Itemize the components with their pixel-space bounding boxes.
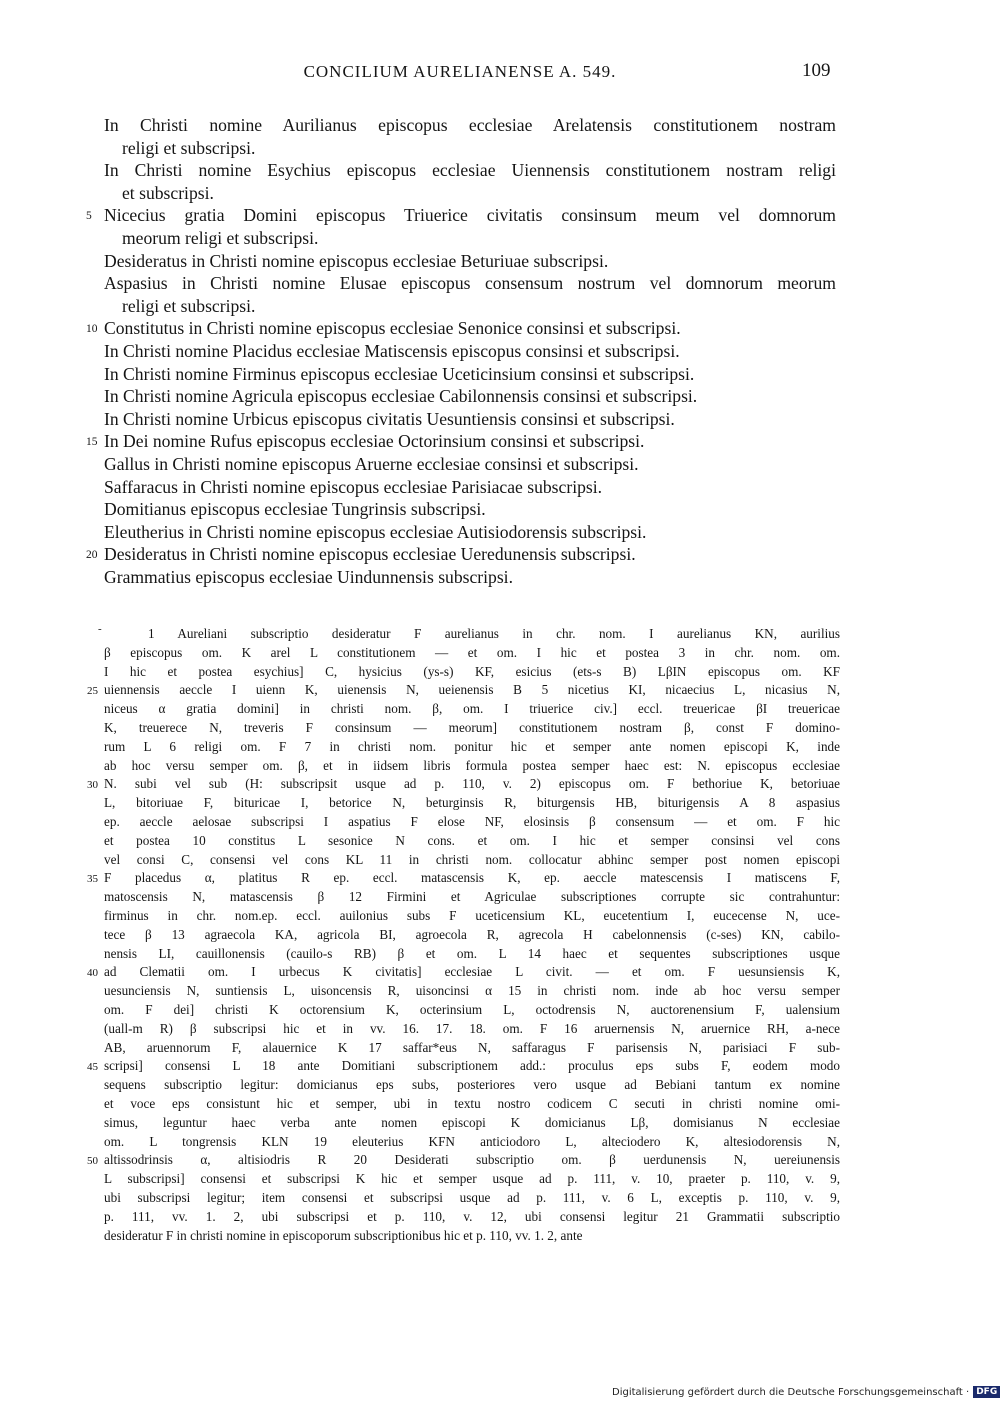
apparatus-line [104, 1095, 840, 1114]
text-line-text: In Dei nomine Rufus episcopus ecclesiae Octorinsium consinsi et subscripsi. [104, 431, 645, 452]
page-number: 109 [802, 60, 831, 81]
text-line [104, 114, 836, 137]
text-line [86, 204, 836, 227]
apparatus-line-text: vel consi C, consensi vel cons KL 11 in christi nom. collocatur abhinc semper post nomen episcopi [104, 851, 840, 867]
apparatus-line [104, 663, 840, 682]
apparatus-line-number: 40 [87, 967, 98, 980]
apparatus-line-number: 35 [87, 873, 98, 886]
apparatus-line-text: firminus in chr. nom.ep. eccl. auilonius subs F uceticensium KL, eucetentium I, eucecense N, uce- [104, 907, 840, 923]
text-line [104, 498, 836, 521]
apparatus-line-text: β episcopus om. K arel L constitutionem — et om. I hic et postea 3 in chr. nom. om. [104, 644, 840, 660]
text-line [104, 340, 836, 363]
footer-text: Digitalisierung gefördert durch die Deutsche Forschungsgemeinschaft · [612, 1387, 970, 1398]
apparatus-line [104, 1227, 840, 1246]
apparatus-line-text: desideratur F in christi nomine in episcoporum subscriptionibus hic et p. 110, vv. 1. 2, ante [104, 1227, 583, 1243]
apparatus-line [104, 700, 840, 719]
text-line-text: Eleutherius in Christi nomine episcopus ecclesiae Autisiodorensis subscripsi. [104, 521, 647, 542]
apparatus-line-text: AB, aruennorum F, alauernice K 17 saffar*eus N, saffaragus F parisensis N, parisiaci F sub- [104, 1039, 840, 1055]
apparatus-line-number: 25 [87, 685, 98, 698]
text-line [104, 295, 836, 318]
apparatus-line-text: I hic et postea esychius] C, hysicius (ys-s) KF, esicius (ets-s B) LβIN episcopus om. KF [104, 663, 840, 679]
main-text [86, 114, 836, 588]
apparatus-line [87, 963, 840, 982]
apparatus-line [104, 1020, 840, 1039]
apparatus-line-text: rum L 6 religi om. F 7 in christi nom. ponitur hic et semper ante nomen episcopi K, inde [104, 738, 840, 754]
text-line [104, 476, 836, 499]
apparatus-line-text: ab hoc versu semper om. β, et in iidsem libris formula postea semper haec est: N. episcopus ecclesiae [104, 757, 840, 773]
running-title [0, 62, 1000, 82]
apparatus-line [87, 775, 840, 794]
apparatus-line-text: et voce eps consistunt hic et semper, ubi in textu nostro codicem C secuti in christi nomine omi- [104, 1095, 840, 1111]
text-line-text: Constitutus in Christi nomine episcopus ecclesiae Senonice consinsi et subscripsi. [104, 318, 681, 339]
apparatus-line [104, 888, 840, 907]
text-line-text: In Christi nomine Agricula episcopus ecclesiae Cabilonnensis consinsi et subscripsi. [104, 386, 698, 407]
apparatus-line-number: 50 [87, 1155, 98, 1168]
text-line-text: Gallus in Christi nomine episcopus Aruerne ecclesiae consinsi et subscripsi. [104, 453, 639, 474]
running-title-text: CONCILIUM AURELIANENSE A. 549. [303, 62, 617, 81]
apparatus-line [104, 719, 840, 738]
apparatus-line-text: uiennensis aeccle I uienn K, uienensis N, ueienensis B 5 nicetius KI, nicaecius L, nicasius N, [104, 682, 840, 698]
line-number: 5 [86, 210, 92, 223]
text-line [104, 566, 836, 589]
text-line-text: In Christi nomine Esychius episcopus ecclesiae Uiennensis constitutionem nostram religi [104, 160, 836, 181]
text-line [104, 385, 836, 408]
apparatus-line [104, 926, 840, 945]
apparatus-line [104, 794, 840, 813]
text-line-text: Grammatius episcopus ecclesiae Uindunnensis subscripsi. [104, 566, 513, 587]
apparatus-line [104, 813, 840, 832]
text-line-text: Desideratus in Christi nomine episcopus ecclesiae Ueredunensis subscripsi. [104, 544, 636, 565]
apparatus-line [104, 1170, 840, 1189]
apparatus-line-text: altissodrinsis α, altisiodris R 20 Desiderati subscriptio om. β uerdunensis N, uereiunensis [104, 1152, 840, 1168]
apparatus-line [104, 851, 840, 870]
apparatus-line-number: 45 [87, 1061, 98, 1074]
apparatus-line-text: p. 111, vv. 1. 2, ubi subscripsi et p. 110, v. 12, ubi consensi legitur 21 Grammatii subscriptio [104, 1208, 840, 1224]
apparatus-line [87, 681, 840, 700]
apparatus-mark: - [98, 623, 102, 635]
apparatus-line-text: et postea 10 constitus L sesonice N cons. et om. I hic et semper consinsi vel cons [104, 832, 840, 848]
text-line [104, 182, 836, 205]
apparatus-line-text: om. L tongrensis KLN 19 eleuterius KFN anticiodoro L, alteciodero K, altesiodorensis N, [104, 1133, 840, 1149]
text-line-text: Desideratus in Christi nomine episcopus ecclesiae Beturiuae subscripsi. [104, 250, 609, 271]
text-line-text: In Christi nomine Firminus episcopus ecclesiae Uceticinsium consinsi et subscripsi. [104, 363, 695, 384]
apparatus-line [104, 1114, 840, 1133]
apparatus-line-text: tece β 13 agraecola KA, agricola BI, agroecola R, agrecola H cabelonnensis (c-ses) KN, cabilo- [104, 926, 840, 942]
apparatus-line [104, 738, 840, 757]
apparatus-line-text: ep. aeccle aelosae subscripsi I aspatius F elose NF, elosinsis β consensum — et om. F hic [104, 813, 840, 829]
apparatus-line-text: (uall-m R) β subscripsi hic et in vv. 16. 17. 18. om. F 16 aruernensis N, aruernice RH, a-nece [104, 1020, 840, 1036]
apparatus-line [104, 1001, 840, 1020]
text-line [104, 408, 836, 431]
line-number: 10 [86, 323, 98, 336]
text-line-text: et subscripsi. [122, 182, 214, 203]
apparatus-line-text: om. F dei] christi K octorensium K, octerinsium L, octodrensis N, auctorenensium F, ualensium [104, 1001, 840, 1017]
text-line [104, 159, 836, 182]
apparatus-line-text: ubi subscripsi legitur; item consensi et subscripsi usque ad p. 111, v. 6 L, exceptis p. 110, v. 9, [104, 1189, 840, 1205]
apparatus-line [104, 945, 840, 964]
apparatus-line-text: L, bitoriuae F, bituricae I, betorice N, beturginsis R, biturgensis HB, biturigensis A 8 aspasius [104, 795, 840, 811]
text-line-text: Domitianus episcopus ecclesiae Tungrinsis subscripsi. [104, 499, 486, 520]
apparatus-line-text: scripsi] consensi L 18 ante Domitiani subscriptionem add.: proculus eps subs F, eodem modo [104, 1058, 840, 1074]
apparatus-line-text: ad Clematii om. I urbecus K civitatis] ecclesiae L civit. — et om. F uesunsiensis K, [104, 964, 840, 980]
apparatus-line-text: uesunciensis N, suntiensis L, uisoncensis R, uisoncinsi α 15 in christi nom. inde ab hoc versu semper [104, 983, 840, 999]
line-number: 15 [86, 436, 98, 449]
text-line [104, 453, 836, 476]
text-line [104, 272, 836, 295]
text-line [86, 543, 836, 566]
apparatus-line [87, 1057, 840, 1076]
apparatus-line-text: simus, leguntur haec verba ante nomen episcopi K domicianus Lβ, domisianus N ecclesiae [104, 1114, 840, 1130]
apparatus-line [104, 625, 840, 644]
text-line [104, 363, 836, 386]
apparatus-line [87, 869, 840, 888]
apparatus-line-text: sequens subscriptio legitur: domicianus eps subs, posteriores vero usque ad Bebiani tantum ex nomine [104, 1077, 840, 1093]
text-line-text: Saffaracus in Christi nomine episcopus ecclesiae Parisiacae subscripsi. [104, 476, 603, 497]
text-line [104, 521, 836, 544]
text-line-text: In Christi nomine Placidus ecclesiae Matiscensis episcopus consinsi et subscripsi. [104, 340, 680, 361]
text-line-text: religi et subscripsi. [122, 137, 256, 158]
dfg-logo: DFG [973, 1386, 1000, 1398]
apparatus-line-text: L subscripsi] consensi et subscripsi K hic et semper usque ad p. 111, v. 10, praeter p. 110, v. 9, [104, 1171, 840, 1187]
text-line-text: In Christi nomine Urbicus episcopus civitatis Uesuntiensis consinsi et subscripsi. [104, 408, 675, 429]
apparatus-line [104, 644, 840, 663]
text-line [104, 227, 836, 250]
apparatus-line-text: nensis LI, cauillonensis (cauilo-s RB) β et om. L 14 haec et sequentes subscriptiones usque [104, 945, 840, 961]
apparatus-line [104, 1133, 840, 1152]
apparatus-line [104, 832, 840, 851]
apparatus-line [104, 1189, 840, 1208]
line-number: 20 [86, 549, 98, 562]
text-line [86, 430, 836, 453]
apparatus-line [104, 982, 840, 1001]
apparatus-line-text: F placedus α, platitus R ep. eccl. matascensis K, ep. aeccle matescensis I matiscens F, [104, 870, 840, 886]
text-line-text: religi et subscripsi. [122, 295, 256, 316]
apparatus-line [104, 1208, 840, 1227]
text-line [104, 250, 836, 273]
apparatus-line-text: N. subi vel sub (H: subscripsit usque ad p. 110, v. 2) episcopus om. F bethoriue K, betoriuae [104, 776, 840, 792]
text-line-text: Nicecius gratia Domini episcopus Triuerice civitatis consinsum meum vel domnorum [104, 205, 836, 226]
apparatus-line-number: 30 [87, 779, 98, 792]
apparatus-line [104, 757, 840, 776]
apparatus-line [87, 1151, 840, 1170]
apparatus-line-text: niceus α gratia domini] in christi nom. β, om. I triuerice civ.] eccl. treuericae βI treuericae [104, 701, 840, 717]
apparatus-line [104, 1039, 840, 1058]
text-line-text: In Christi nomine Aurilianus episcopus ecclesiae Arelatensis constitutionem nostram [104, 115, 836, 135]
apparatus-line [104, 1076, 840, 1095]
apparatus-line-text: 1 Aureliani subscriptio desideratur F aurelianus in chr. nom. I aurelianus KN, aurilius [148, 626, 840, 641]
text-line-text: Aspasius in Christi nomine Elusae episcopus consensum nostrum vel domnorum meorum [104, 273, 836, 294]
text-line-text: meorum religi et subscripsi. [122, 227, 319, 248]
apparatus-line [104, 907, 840, 926]
digitization-footer [612, 1386, 1000, 1398]
text-line [104, 137, 836, 160]
critical-apparatus [87, 623, 840, 1245]
apparatus-line-text: matoscensis N, matascensis β 12 Firmini et Agriculae subscriptiones corrupte sic contrahuntur: [104, 889, 840, 905]
text-line [86, 317, 836, 340]
apparatus-line-text: K, treuerece N, treveris F consinsum — meorum] constitutionem nostram β, const F domino- [104, 719, 840, 735]
